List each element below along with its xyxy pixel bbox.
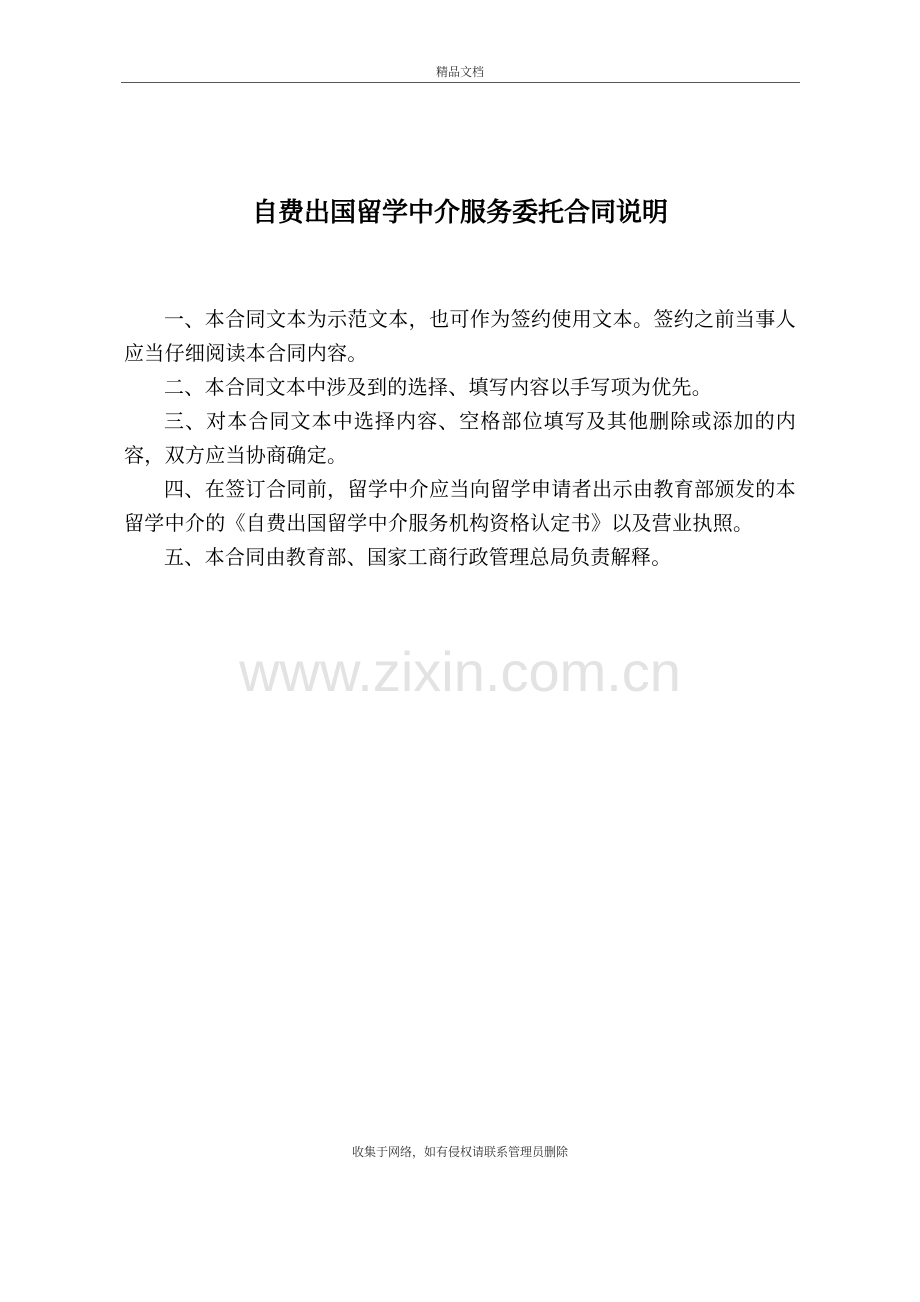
- document-body: [124, 302, 796, 574]
- paragraph-2: 二、本合同文本中涉及到的选择、填写内容以手写项为优先。: [164, 375, 713, 399]
- document-title: 自费出国留学中介服务委托合同说明: [251, 198, 668, 228]
- header-divider: [121, 82, 800, 83]
- paragraph-5: 五、本合同由教育部、国家工商行政管理总局负责解释。: [164, 545, 672, 569]
- paragraph-4: 四、在签订合同前，留学中介应当向留学申请者出示由教育部颁发的本留学中介的《自费出国留学中介服务机构资格认定书》以及营业执照。: [124, 477, 796, 535]
- paragraph-3: 三、对本合同文本中选择内容、空格部位填写及其他删除或添加的内容，双方应当协商确定。: [124, 409, 796, 467]
- paragraph-1: 一、本合同文本为示范文本，也可作为签约使用文本。签约之前当事人应当仔细阅读本合同内容。: [124, 307, 796, 365]
- page-header: 精品文档: [435, 65, 484, 79]
- watermark: www.zixin.com.cn: [239, 640, 681, 703]
- page-footer: 收集于网络，如有侵权请联系管理员删除: [351, 1145, 568, 1159]
